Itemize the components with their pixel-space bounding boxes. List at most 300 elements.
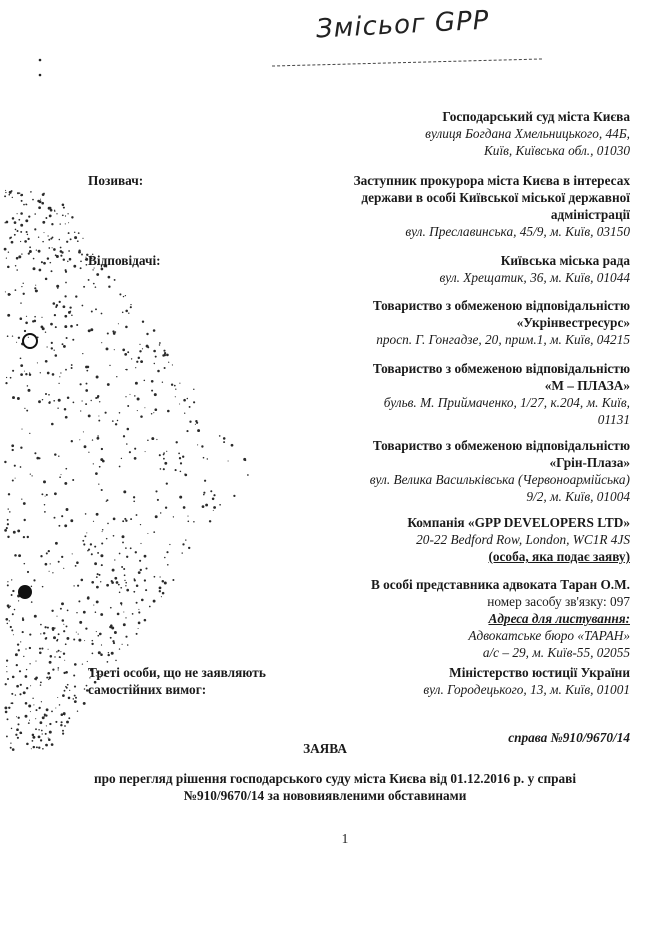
scan-speck xyxy=(55,254,57,256)
scan-speck xyxy=(144,579,146,581)
scan-speck xyxy=(38,736,41,739)
scan-speck xyxy=(122,535,125,538)
scan-speck xyxy=(161,596,162,597)
scan-speck xyxy=(34,452,36,454)
punch-hole-mark xyxy=(23,334,37,348)
scan-speck xyxy=(7,519,9,521)
scan-speck xyxy=(142,348,143,349)
scan-speck xyxy=(85,366,88,369)
scan-speck xyxy=(163,350,165,352)
scan-speck xyxy=(205,504,208,507)
scan-speck xyxy=(52,572,53,573)
scan-speck xyxy=(107,661,109,663)
scan-speck xyxy=(90,543,92,545)
scan-speck xyxy=(4,461,6,463)
scan-speck xyxy=(11,702,13,704)
mail-label: Адреса для листування: xyxy=(488,611,630,626)
scan-speck xyxy=(29,433,30,434)
page-number: 1 xyxy=(341,831,349,846)
scan-speck xyxy=(58,383,59,384)
scan-speck xyxy=(58,525,60,527)
scan-speck xyxy=(7,718,9,720)
scan-speck xyxy=(96,513,99,516)
scan-speck xyxy=(7,623,9,625)
scan-speck xyxy=(20,212,23,215)
scan-speck xyxy=(17,737,19,739)
scan-speck xyxy=(71,367,73,369)
scan-speck xyxy=(31,601,33,603)
scan-speck xyxy=(19,731,22,734)
scan-speck xyxy=(97,395,99,397)
scan-speck xyxy=(28,705,31,708)
scan-speck xyxy=(20,447,22,449)
scan-speck xyxy=(47,257,49,259)
scan-speck xyxy=(113,535,115,537)
scan-speck xyxy=(27,238,29,240)
scan-speck xyxy=(45,714,47,716)
scan-speck xyxy=(32,698,33,699)
scan-speck xyxy=(11,579,12,580)
scan-speck xyxy=(81,400,82,401)
scan-speck xyxy=(34,615,37,618)
scan-speck xyxy=(213,506,216,509)
scan-speck xyxy=(10,377,12,379)
scan-speck xyxy=(60,223,61,224)
scan-speck xyxy=(180,471,182,473)
scan-speck xyxy=(212,498,215,501)
scan-speck xyxy=(95,308,97,310)
scan-speck xyxy=(125,310,128,313)
scan-speck xyxy=(162,592,165,595)
scan-speck xyxy=(35,661,36,662)
scan-speck xyxy=(45,360,48,363)
scan-speck xyxy=(166,354,169,357)
scan-speck xyxy=(122,520,124,522)
scan-speck xyxy=(15,734,17,736)
scan-speck xyxy=(134,579,136,581)
scan-speck xyxy=(14,554,17,557)
scan-speck xyxy=(75,701,77,703)
scan-speck xyxy=(47,372,50,375)
scan-speck xyxy=(56,285,59,288)
scan-speck xyxy=(38,457,40,459)
scan-speck xyxy=(57,667,59,669)
scan-speck xyxy=(101,342,102,343)
scan-speck xyxy=(41,701,42,702)
scan-speck xyxy=(54,453,56,455)
scan-speck xyxy=(64,315,67,318)
scan-speck xyxy=(50,262,52,264)
scan-speck xyxy=(130,306,132,308)
scan-speck xyxy=(29,647,31,649)
scan-speck xyxy=(156,439,157,440)
scan-speck xyxy=(16,728,19,731)
scan-speck xyxy=(25,322,28,325)
court-address-1: вулиця Богдана Хмельницького, 44Б, xyxy=(425,126,630,141)
scan-speck xyxy=(102,529,104,531)
scan-speck xyxy=(49,723,51,725)
scan-speck xyxy=(123,490,126,493)
scan-speck xyxy=(119,412,121,414)
scan-speck xyxy=(79,621,82,624)
scan-speck xyxy=(157,499,159,501)
scan-speck xyxy=(61,556,63,558)
scan-speck xyxy=(129,394,130,395)
scan-speck xyxy=(98,415,99,416)
scan-speck xyxy=(102,531,103,532)
defendant-address-2: 9/2, м. Київ, 01004 xyxy=(526,489,630,504)
scan-speck xyxy=(47,627,49,629)
defendant-4 xyxy=(330,437,630,505)
scan-speck xyxy=(78,634,79,635)
scan-speck xyxy=(53,248,56,251)
scan-speck xyxy=(138,357,140,359)
scan-speck xyxy=(24,563,26,565)
scan-speck xyxy=(63,207,65,209)
court-name: Господарський суд міста Києва xyxy=(442,109,630,124)
scan-speck xyxy=(178,453,180,455)
scan-speck xyxy=(20,373,23,376)
scan-speck xyxy=(91,553,93,555)
scan-speck xyxy=(187,398,189,400)
scan-speck xyxy=(7,678,9,680)
scan-speck xyxy=(140,415,143,418)
scan-speck xyxy=(25,675,28,678)
scan-speck xyxy=(59,656,61,658)
scan-speck xyxy=(108,652,109,653)
scan-speck xyxy=(64,295,66,297)
scan-speck xyxy=(33,258,35,260)
scan-speck xyxy=(14,609,16,611)
scan-speck xyxy=(32,736,35,739)
scan-speck xyxy=(5,618,8,621)
scan-speck xyxy=(26,687,28,689)
scan-speck xyxy=(23,656,24,657)
scan-speck xyxy=(38,400,41,403)
scan-speck xyxy=(76,632,77,633)
scan-speck xyxy=(131,358,132,359)
scan-speck xyxy=(82,353,83,354)
scan-speck xyxy=(50,563,51,564)
scan-speck xyxy=(20,302,21,303)
scan-speck xyxy=(107,654,109,656)
scan-speck xyxy=(185,539,186,540)
scan-speck xyxy=(21,498,22,499)
defendant-1 xyxy=(330,252,630,286)
scan-speck xyxy=(163,452,165,454)
scan-speck xyxy=(26,204,27,205)
scan-speck xyxy=(28,389,31,392)
scan-speck xyxy=(96,273,99,276)
defendant-name: «Укрінвестресурс» xyxy=(516,315,630,330)
scan-speck xyxy=(99,466,101,468)
scan-speck xyxy=(57,639,58,640)
scan-speck xyxy=(153,412,154,413)
scan-speck xyxy=(26,316,27,317)
margin-dot xyxy=(39,74,42,77)
scan-speck xyxy=(202,505,205,508)
scan-speck xyxy=(17,192,19,194)
scan-speck xyxy=(151,437,154,440)
scan-speck xyxy=(121,458,122,459)
scan-speck xyxy=(16,342,17,343)
scan-speck xyxy=(20,317,23,320)
scan-speck xyxy=(40,684,41,685)
scan-speck xyxy=(95,397,97,399)
scan-speck xyxy=(23,536,25,538)
scan-speck xyxy=(21,253,22,254)
third-parties-block xyxy=(330,664,630,698)
scan-speck xyxy=(11,693,13,695)
scan-speck xyxy=(41,493,43,495)
defendant-type: Товариство з обмеженою відповідальністю xyxy=(372,361,630,376)
scan-speck xyxy=(23,502,26,505)
scan-speck xyxy=(45,278,48,281)
scan-speck xyxy=(84,640,85,641)
scan-speck xyxy=(96,600,99,603)
scan-speck xyxy=(127,644,129,646)
scan-speck xyxy=(83,286,85,288)
scan-speck xyxy=(110,637,112,639)
applicant-block xyxy=(330,514,630,565)
scan-speck xyxy=(93,605,94,606)
scan-speck xyxy=(187,516,188,517)
scan-speck xyxy=(8,707,10,709)
scan-speck xyxy=(17,397,20,400)
scan-speck xyxy=(88,414,91,417)
scan-speck xyxy=(5,382,7,384)
scan-speck xyxy=(81,579,84,582)
scan-speck xyxy=(40,624,42,626)
scan-speck xyxy=(160,512,161,513)
scan-speck xyxy=(84,688,86,690)
scan-speck xyxy=(67,684,69,686)
scan-speck xyxy=(74,266,75,267)
scan-speck xyxy=(92,653,94,655)
scan-speck xyxy=(71,216,73,218)
scan-speck xyxy=(69,258,72,261)
scan-speck xyxy=(171,384,173,386)
scan-speck xyxy=(48,550,50,552)
scan-speck xyxy=(61,515,63,517)
scan-speck xyxy=(233,495,235,497)
scan-speck xyxy=(54,492,57,495)
scan-speck xyxy=(42,193,45,196)
scan-speck xyxy=(91,400,92,401)
scan-speck xyxy=(130,518,132,520)
scan-speck xyxy=(20,241,21,242)
applicant-name: Компанія «GPP DEVELOPERS LTD» xyxy=(407,515,630,530)
scan-speck xyxy=(55,707,56,708)
scan-speck xyxy=(88,329,91,332)
scan-speck xyxy=(96,631,97,632)
scan-speck xyxy=(38,237,39,238)
scan-speck xyxy=(56,651,57,652)
scan-speck xyxy=(193,521,195,523)
scan-speck xyxy=(166,551,168,553)
scan-speck xyxy=(73,402,75,404)
scan-speck xyxy=(63,714,64,715)
scan-speck xyxy=(209,520,211,522)
scan-speck xyxy=(29,720,30,721)
scan-speck xyxy=(73,698,75,700)
scan-speck xyxy=(26,231,28,233)
scan-speck xyxy=(175,389,176,390)
scan-speck xyxy=(154,393,157,396)
scan-speck xyxy=(44,715,46,717)
scan-speck xyxy=(36,709,38,711)
scan-speck xyxy=(52,247,53,248)
scan-speck xyxy=(168,362,169,363)
scan-speck xyxy=(19,192,21,194)
scan-speck xyxy=(124,518,126,520)
scan-speck xyxy=(82,540,84,542)
scan-speck xyxy=(12,449,14,451)
scan-speck xyxy=(223,437,226,440)
scan-speck xyxy=(116,376,117,377)
scan-speck xyxy=(42,241,44,243)
scan-speck xyxy=(85,257,86,258)
scan-speck xyxy=(24,519,26,521)
scan-speck xyxy=(78,232,80,234)
scan-speck xyxy=(140,569,142,571)
scan-speck xyxy=(195,420,197,422)
scan-speck xyxy=(73,674,75,676)
scan-speck xyxy=(166,482,168,484)
scan-speck xyxy=(100,613,103,616)
scan-speck xyxy=(88,279,90,281)
third-parties-label xyxy=(88,664,266,698)
scan-speck xyxy=(100,458,103,461)
scan-speck xyxy=(44,511,46,513)
scan-speck xyxy=(119,648,120,649)
scan-speck xyxy=(12,335,13,336)
scan-speck xyxy=(145,451,146,452)
scan-speck xyxy=(97,435,99,437)
scan-speck xyxy=(135,551,137,553)
scan-speck xyxy=(121,566,123,568)
scan-speck xyxy=(130,304,131,305)
scan-speck xyxy=(39,707,41,709)
scan-speck xyxy=(106,584,109,587)
scan-speck xyxy=(98,483,99,484)
scan-speck xyxy=(45,733,47,735)
scan-speck xyxy=(13,531,16,534)
scan-speck xyxy=(189,421,191,423)
scan-speck xyxy=(6,735,8,737)
scan-speck xyxy=(138,622,141,625)
scan-speck xyxy=(122,349,125,352)
scan-speck xyxy=(64,660,65,661)
scan-speck xyxy=(27,571,29,573)
scan-speck xyxy=(97,635,99,637)
scan-speck xyxy=(164,582,167,585)
applicant-address: 20-22 Bedford Row, London, WC1R 4JS xyxy=(416,532,630,547)
scan-speck xyxy=(163,458,165,460)
scan-speck xyxy=(46,708,49,711)
scan-speck xyxy=(49,401,51,403)
scan-speck xyxy=(99,401,100,402)
scan-speck xyxy=(64,482,67,485)
scan-speck xyxy=(68,232,70,234)
scan-speck xyxy=(55,306,57,308)
scan-speck xyxy=(64,408,67,411)
scan-speck xyxy=(18,255,21,258)
scan-speck xyxy=(78,600,80,602)
scan-speck xyxy=(123,568,125,570)
plaintiff-label: Позивач: xyxy=(88,173,144,188)
scan-speck xyxy=(182,456,184,458)
scan-speck xyxy=(23,293,25,295)
scan-speck xyxy=(15,478,16,479)
scan-speck xyxy=(96,437,99,440)
scan-speck xyxy=(108,276,111,279)
scan-speck xyxy=(98,420,100,422)
scan-speck xyxy=(17,230,19,232)
scan-speck xyxy=(18,649,20,651)
scan-speck xyxy=(188,547,190,549)
scan-speck xyxy=(123,435,125,437)
scan-speck xyxy=(29,374,31,376)
scan-speck xyxy=(125,326,128,329)
scan-speck xyxy=(107,332,109,334)
scan-speck xyxy=(33,579,35,581)
scan-speck xyxy=(125,295,126,296)
scan-speck xyxy=(58,633,60,635)
scan-speck xyxy=(138,611,140,613)
scan-speck xyxy=(71,314,73,316)
scan-speck xyxy=(115,660,117,662)
scan-speck xyxy=(14,465,16,467)
scan-speck xyxy=(28,337,29,338)
scan-speck xyxy=(127,405,129,407)
scan-speck xyxy=(120,587,122,589)
scan-speck xyxy=(139,560,141,562)
defendant-name: Київська міська рада xyxy=(500,253,630,268)
mail-line-1: Адвокатське бюро «ТАРАН» xyxy=(468,628,630,643)
punch-hole-filled xyxy=(18,585,32,599)
scan-speck xyxy=(165,507,167,509)
scan-speck xyxy=(44,626,46,628)
court-block xyxy=(330,108,630,159)
scan-speck xyxy=(60,247,62,249)
scan-speck xyxy=(91,581,94,584)
scan-speck xyxy=(20,194,22,196)
scan-speck xyxy=(47,235,48,236)
scan-speck xyxy=(92,439,93,440)
scan-speck xyxy=(21,200,23,202)
scan-speck xyxy=(101,542,103,544)
applicant-note: (особа, яка подає заяву) xyxy=(488,549,630,564)
scan-speck xyxy=(142,320,144,322)
scan-speck xyxy=(30,191,31,192)
scan-speck xyxy=(41,261,43,263)
scan-speck xyxy=(66,687,68,689)
scan-speck xyxy=(21,286,22,287)
scan-speck xyxy=(172,364,173,365)
defendant-type: Товариство з обмеженою відповідальністю xyxy=(372,438,630,453)
scan-speck xyxy=(42,733,43,734)
scan-speck xyxy=(87,597,90,600)
scan-speck xyxy=(183,506,186,509)
scan-speck xyxy=(153,600,156,603)
scan-speck xyxy=(39,652,42,655)
scan-speck xyxy=(80,383,82,385)
scan-speck xyxy=(155,515,158,518)
scan-speck xyxy=(184,413,185,414)
scan-speck xyxy=(78,639,81,642)
scan-speck xyxy=(71,440,73,442)
